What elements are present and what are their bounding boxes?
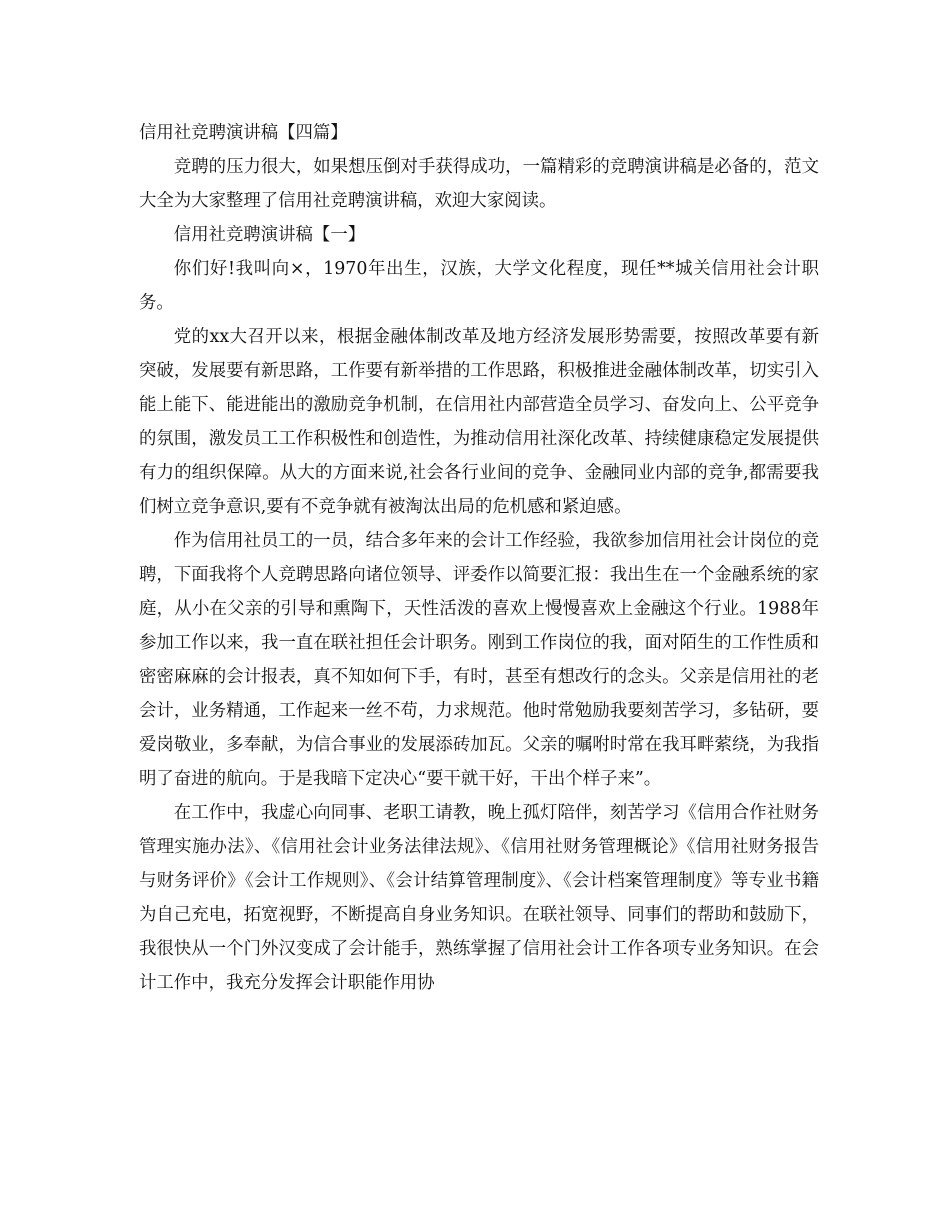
body-paragraph-4: 在工作中，我虚心向同事、老职工请教，晚上孤灯陪伴，刻苦学习《信用合作社财务管理实施办法》、《信用社会计业务法律法规》、《信用社财务管理概论》《信用社财务报告与财务评价》《会计工作规则》、《会计结算管理制度》、《会计档案管理制度》等专业书籍为自己充电，拓宽视野，不断提高自身业务知识。在联社领导、同事们的帮助和鼓励下，我很快从一个门外汉变成了会计能手，熟练掌握了信用社会计工作各项专业务知识。在会计工作中，我充分发挥会计职能作用协 bbox=[139, 803, 819, 993]
document-title: 信用社竞聘演讲稿【四篇】 bbox=[139, 123, 348, 143]
body-paragraph-3: 作为信用社员工的一员，结合多年来的会计工作经验，我欲参加信用社会计岗位的竞聘，下面我将个人竞聘思路向诸位领导、评委作以简要汇报：我出生在一个金融系统的家庭，从小在父亲的引导和熏陶下，天性活泼的喜欢上慢慢喜欢上金融这个行业。1988年参加工作以来，我一直在联社担任会计职务。刚到工作岗位的我，面对陌生的工作性质和密密麻麻的会计报表，真不知如何下手，有时，甚至有想改行的念头。父亲是信用社的老会计，业务精通，工作起来一丝不苟，力求规范。他时常勉励我要刻苦学习，多钻研，要爱岗敬业，多奉献，为信合事业的发展添砖加瓦。父亲的嘱咐时常在我耳畔萦绕，为我指明了奋进的航向。于是我暗下定决心“要干就干好，干出个样子来”。 bbox=[139, 531, 819, 789]
body-paragraph-1: 你们好!我叫向×，1970年出生，汉族，大学文化程度，现任**城关信用社会计职务。 bbox=[139, 259, 819, 313]
body-paragraph-2: 党的xx大召开以来，根据金融体制改革及地方经济发展形势需要，按照改革要有新突破，发展要有新思路，工作要有新举措的工作思路，积极推进金融体制改革，切实引入能上能下、能进能出的激励竞争机制，在信用社内部营造全员学习、奋发向上、公平竞争的氛围，激发员工工作积极性和创造性，为推动信用社深化改革、持续健康稳定发展提供有力的组织保障。从大的方面来说,社会各行业间的竞争、金融同业内部的竞争,都需要我们树立竞争意识,要有不竞争就有被淘汰出局的危机感和紧迫感。 bbox=[139, 327, 819, 517]
section-heading: 信用社竞聘演讲稿【一】 bbox=[173, 225, 366, 245]
document-body bbox=[139, 116, 819, 1000]
intro-paragraph: 竞聘的压力很大，如果想压倒对手获得成功，一篇精彩的竞聘演讲稿是必备的，范文大全为大家整理了信用社竞聘演讲稿，欢迎大家阅读。 bbox=[139, 157, 819, 211]
